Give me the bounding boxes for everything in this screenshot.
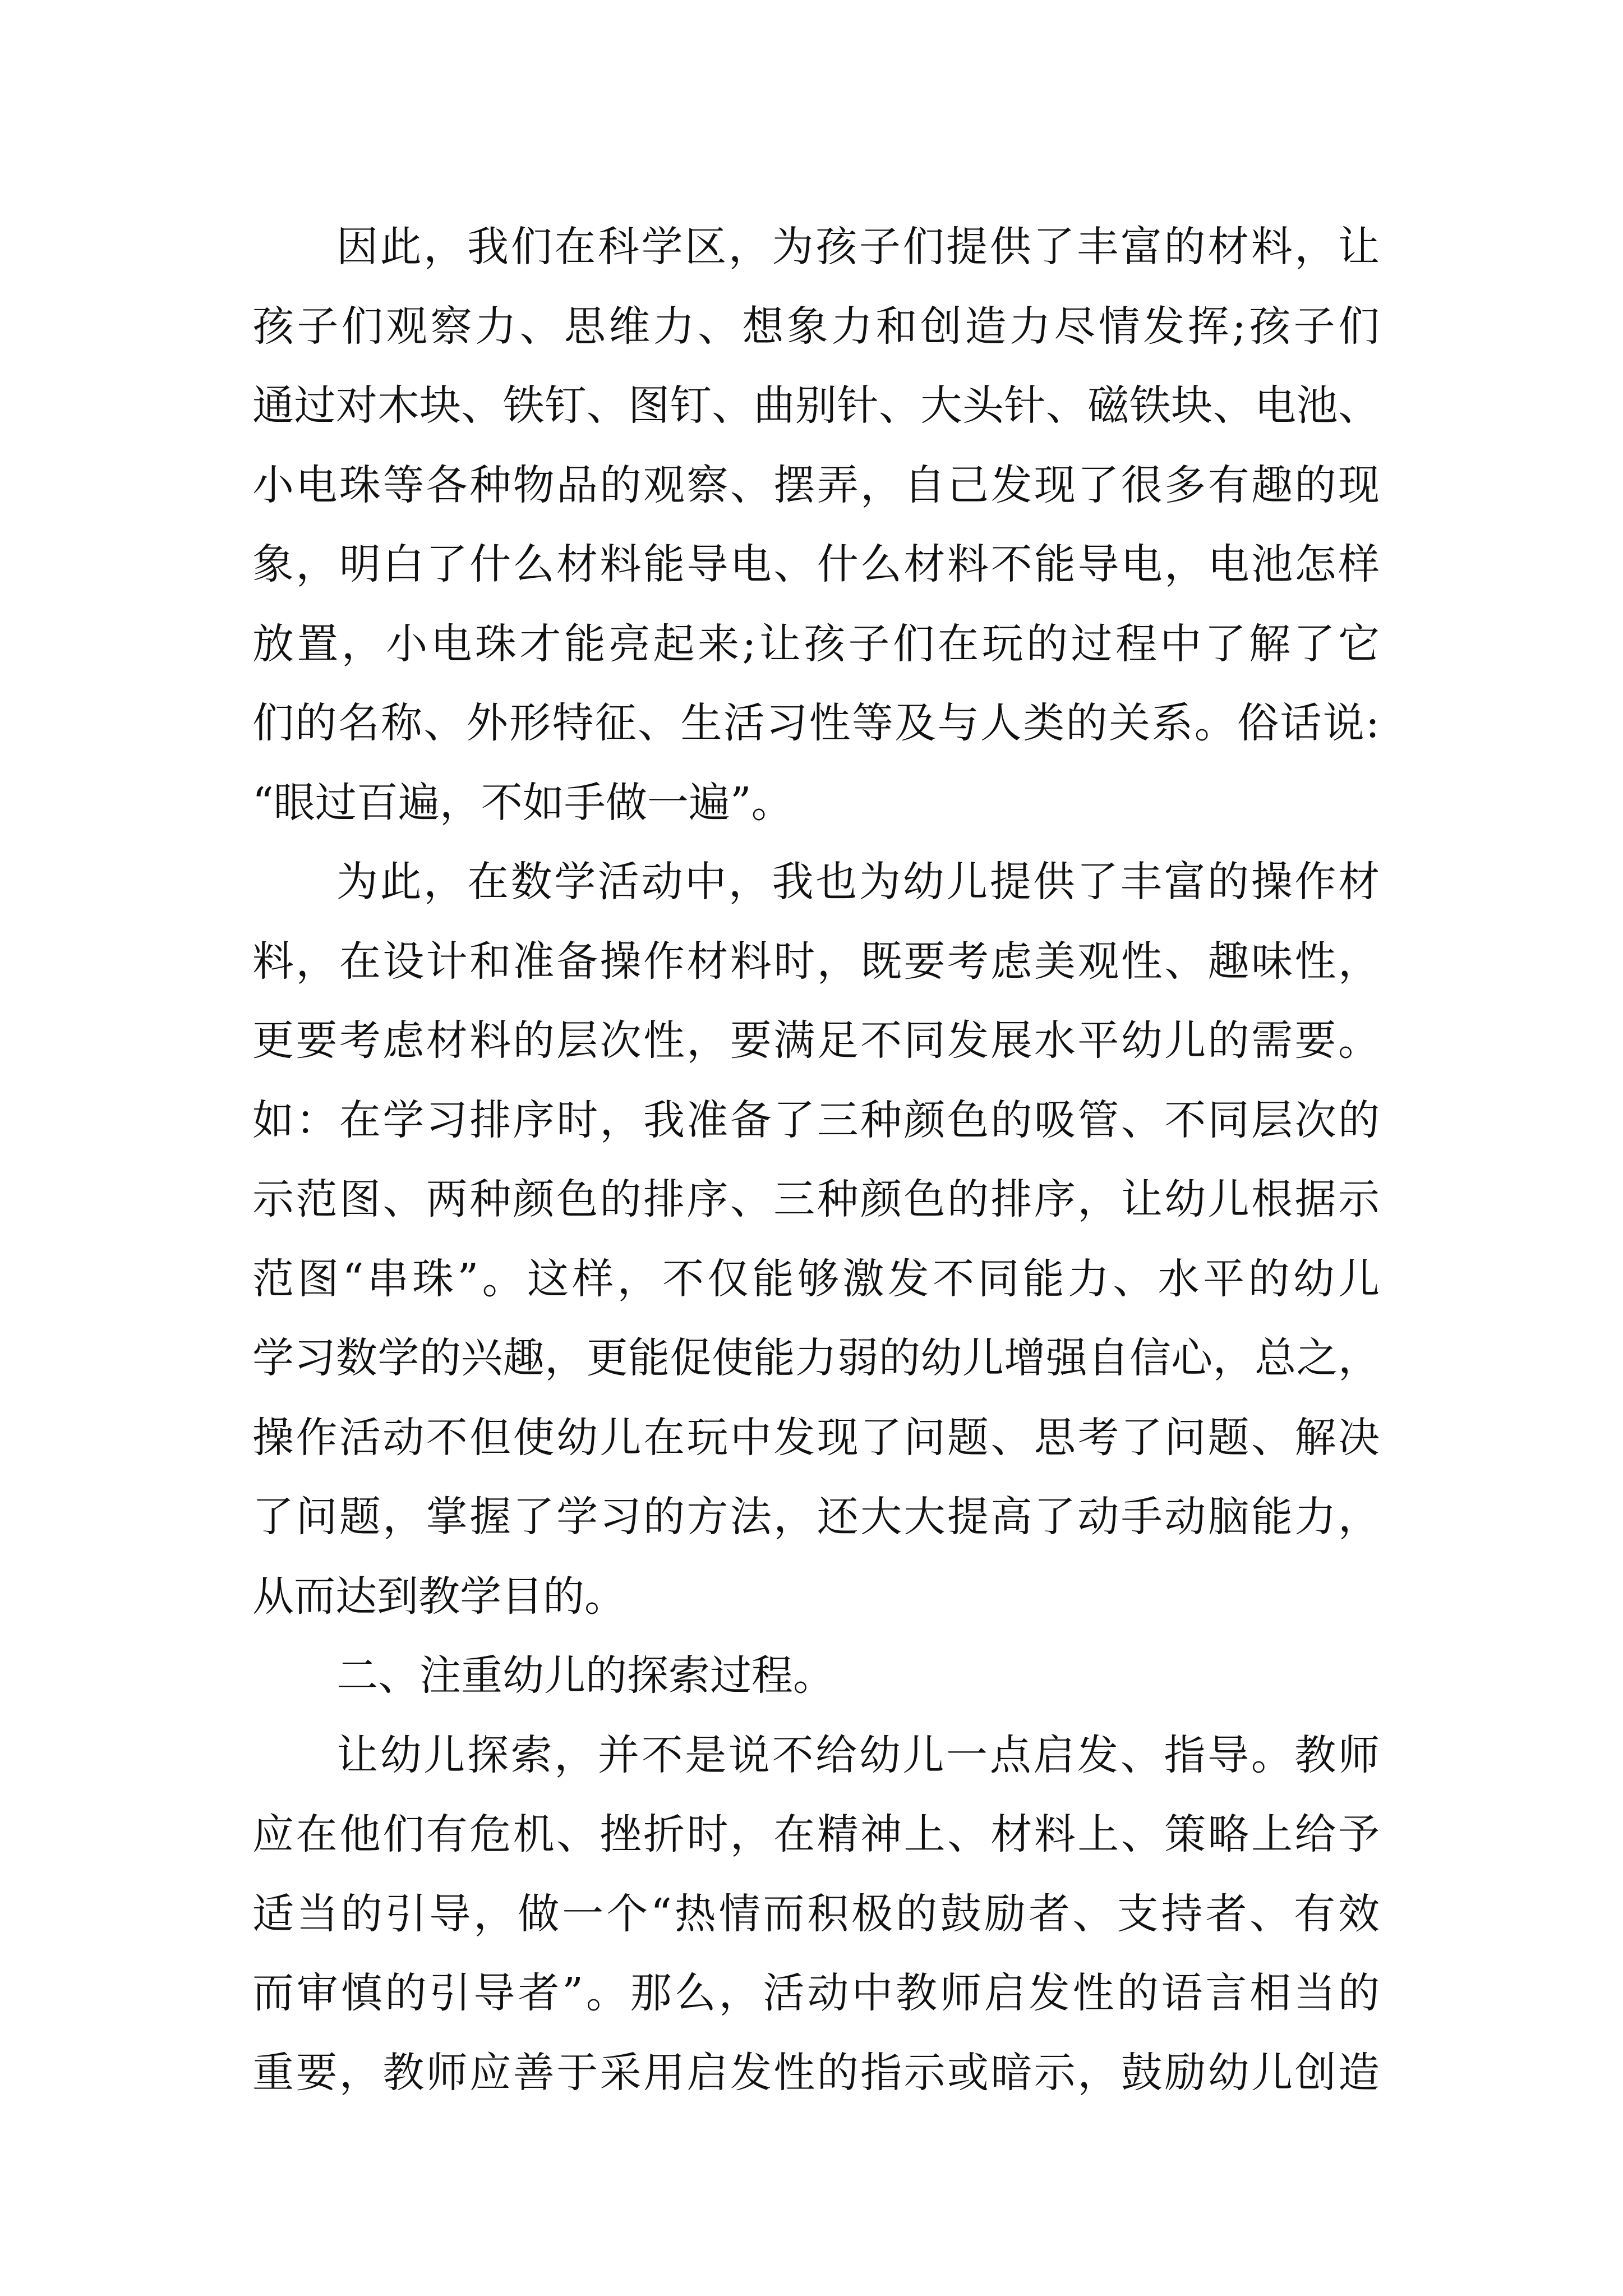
text-line: 学习数学的兴趣，更能促使能力弱的幼儿增强自信心，总之， [252,1334,1380,1382]
text-line: 放置，小电珠才能亮起来;让孩子们在玩的过程中了解了它 [252,619,1380,668]
text-line: 为此，在数学活动中，我也为幼儿提供了丰富的操作材 [336,858,1380,906]
text-line: 小电珠等各种物品的观察、摆弄，自己发现了很多有趣的现 [252,461,1380,509]
text-line: 而审慎的引导者”。那么，活动中教师启发性的语言相当的 [252,1969,1380,2017]
text-line: 因此，我们在科学区，为孩子们提供了丰富的材料，让 [336,223,1380,271]
text-line: 孩子们观察力、思维力、想象力和创造力尽情发挥;孩子们 [252,302,1380,351]
text-line: 重要，教师应善于采用启发性的指示或暗示，鼓励幼儿创造 [252,2048,1380,2097]
text-line: 让幼儿探索，并不是说不给幼儿一点启发、指导。教师 [336,1731,1380,1779]
text-line: 料，在设计和准备操作材料时，既要考虑美观性、趣味性， [252,937,1380,986]
text-line: 从而达到教学目的。 [252,1572,626,1621]
text-line: 范图“串珠”。这样，不仅能够激发不同能力、水平的幼儿 [252,1254,1380,1303]
text-line: “眼过百遍，不如手做一遍”。 [252,778,793,827]
text-line: 们的名称、外形特征、生活习性等及与人类的关系。俗话说: [252,699,1380,747]
text-line: 应在他们有危机、挫折时，在精神上、材料上、策略上给予 [252,1810,1380,1858]
text-line: 通过对木块、铁钉、图钉、曲别针、大头针、磁铁块、电池、 [252,381,1380,430]
text-line: 象，明白了什么材料能导电、什么材料不能导电，电池怎样 [252,540,1380,588]
body-text [252,208,1380,2113]
text-line: 操作活动不但使幼儿在玩中发现了问题、思考了问题、解决 [252,1413,1380,1462]
text-line: 更要考虑材料的层次性，要满足不同发展水平幼儿的需要。 [252,1016,1380,1065]
section-heading: 二、注重幼儿的探索过程。 [336,1651,834,1700]
text-line: 如：在学习排序时，我准备了三种颜色的吸管、不同层次的 [252,1096,1380,1144]
text-line: 示范图、两种颜色的排序、三种颜色的排序，让幼儿根据示 [252,1175,1380,1223]
text-line: 适当的引导，做一个“热情而积极的鼓励者、支持者、有效 [252,1889,1380,1938]
text-line: 了问题，掌握了学习的方法，还大大提高了动手动脑能力， [252,1493,1380,1541]
